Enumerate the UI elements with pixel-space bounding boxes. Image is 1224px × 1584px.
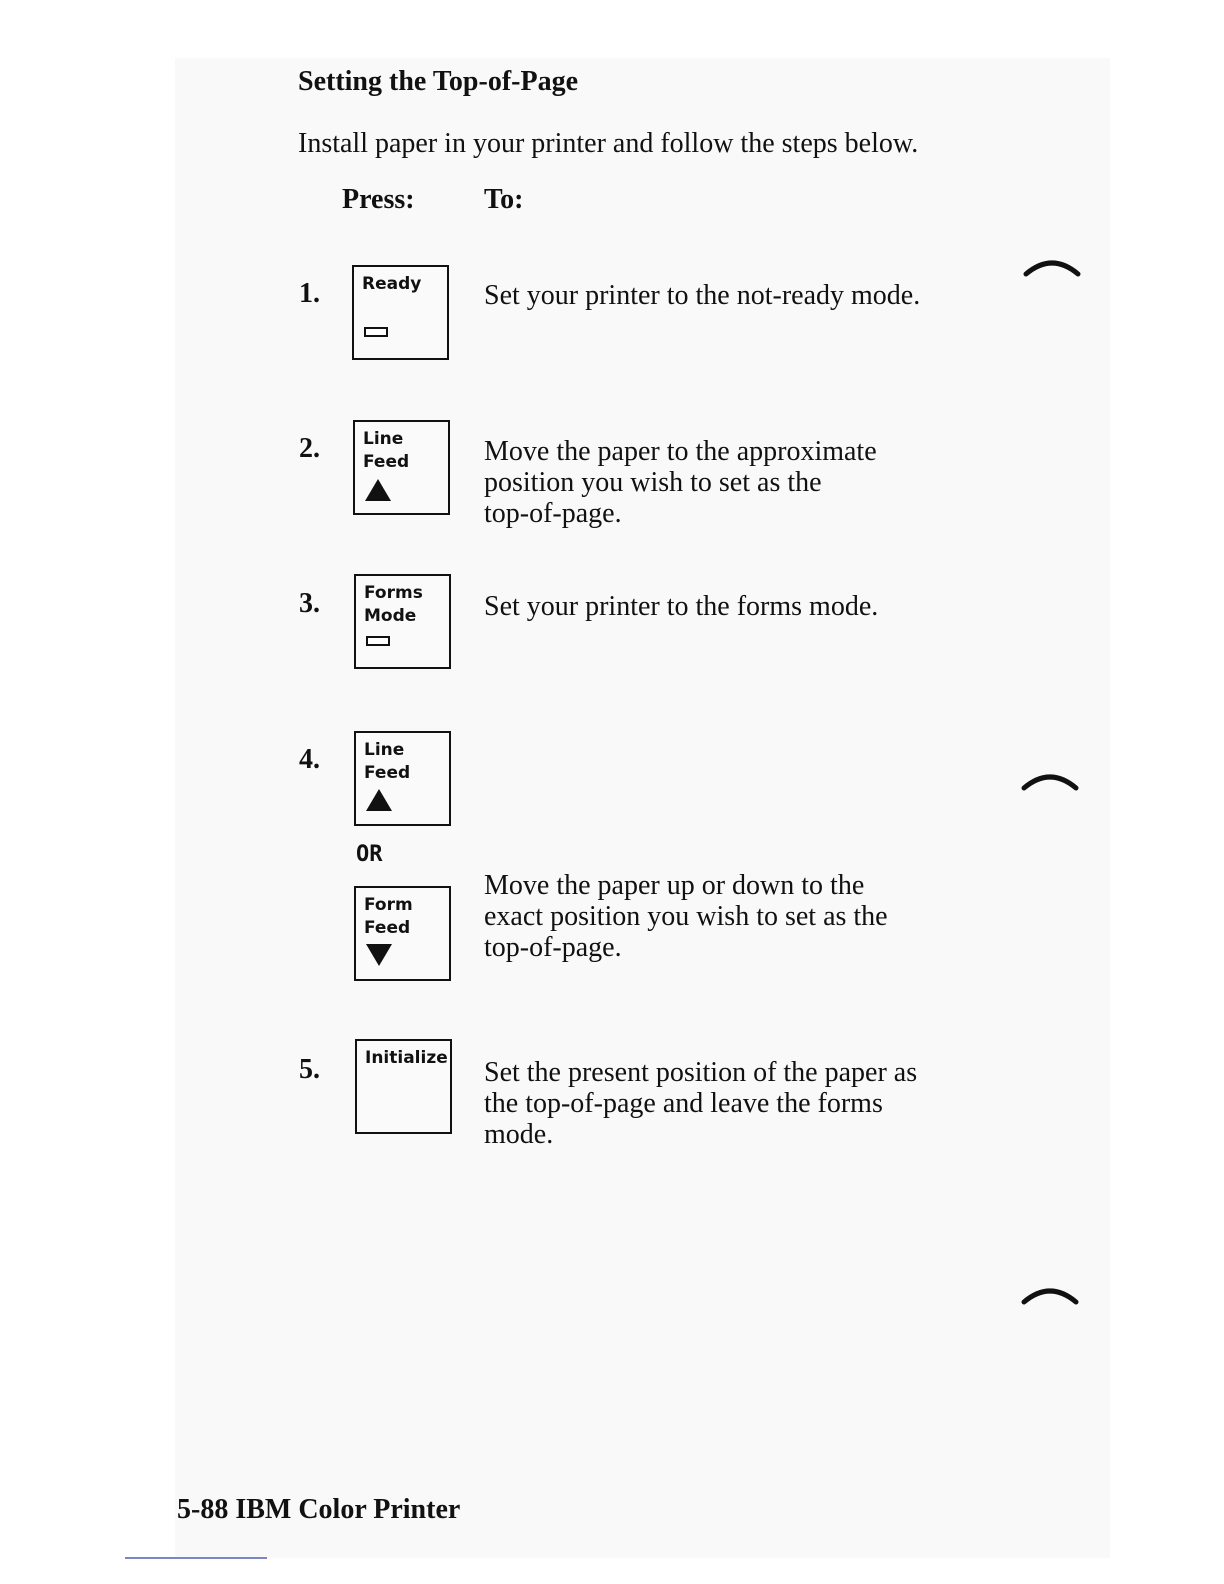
up-triangle-icon <box>365 479 391 501</box>
form-feed-key <box>354 886 451 981</box>
step-number: 1. <box>299 278 320 309</box>
step-description <box>484 591 878 622</box>
initialize-key <box>355 1039 452 1134</box>
to-column-header: To: <box>484 184 524 215</box>
step-description <box>484 870 888 963</box>
light-icon <box>364 327 388 337</box>
step-description <box>484 280 920 311</box>
key-label: Forms Mode <box>364 583 423 626</box>
description-line: top-of-page. <box>484 932 622 963</box>
or-label: OR <box>356 842 383 867</box>
description-line: position you wish to set as the <box>484 467 822 498</box>
description-line: exact position you wish to set as the <box>484 901 888 932</box>
footer-rule <box>125 1557 267 1559</box>
key-label: Line Feed <box>364 740 411 783</box>
description-line: Move the paper up or down to the <box>484 870 865 901</box>
description-line: the top-of-page and leave the forms <box>484 1088 883 1119</box>
line-feed-key <box>354 731 451 826</box>
step-description <box>484 436 877 529</box>
forms-mode-key <box>354 574 451 669</box>
binder-tab-icon <box>1022 252 1082 282</box>
step-number: 4. <box>299 744 320 775</box>
description-line: Set your printer to the forms mode. <box>484 591 879 622</box>
key-label: Ready <box>362 274 422 294</box>
binder-tab-icon <box>1020 1280 1080 1310</box>
step-description <box>484 1057 917 1150</box>
description-line: Set the present position of the paper as <box>484 1057 918 1088</box>
binder-tab-icon <box>1020 766 1080 796</box>
description-line: Move the paper to the approximate <box>484 436 877 467</box>
description-line: Set your printer to the not-ready mode. <box>484 280 921 311</box>
ready-key <box>352 265 449 360</box>
step-number: 5. <box>299 1054 320 1085</box>
step-number: 2. <box>299 433 320 464</box>
key-label: Form Feed <box>364 895 413 938</box>
down-triangle-icon <box>366 944 392 966</box>
page-title: Setting the Top-of-Page <box>298 66 578 97</box>
page-footer: 5-88 IBM Color Printer <box>177 1494 461 1525</box>
up-triangle-icon <box>366 789 392 811</box>
intro-text: Install paper in your printer and follow the steps below. <box>298 128 919 159</box>
description-line: top-of-page. <box>484 498 622 529</box>
light-icon <box>366 636 390 646</box>
line-feed-key <box>353 420 450 515</box>
key-label: Line Feed <box>363 429 410 472</box>
press-column-header: Press: <box>342 184 415 215</box>
step-number: 3. <box>299 588 320 619</box>
key-label: Initialize <box>365 1048 448 1068</box>
description-line: mode. <box>484 1119 554 1150</box>
